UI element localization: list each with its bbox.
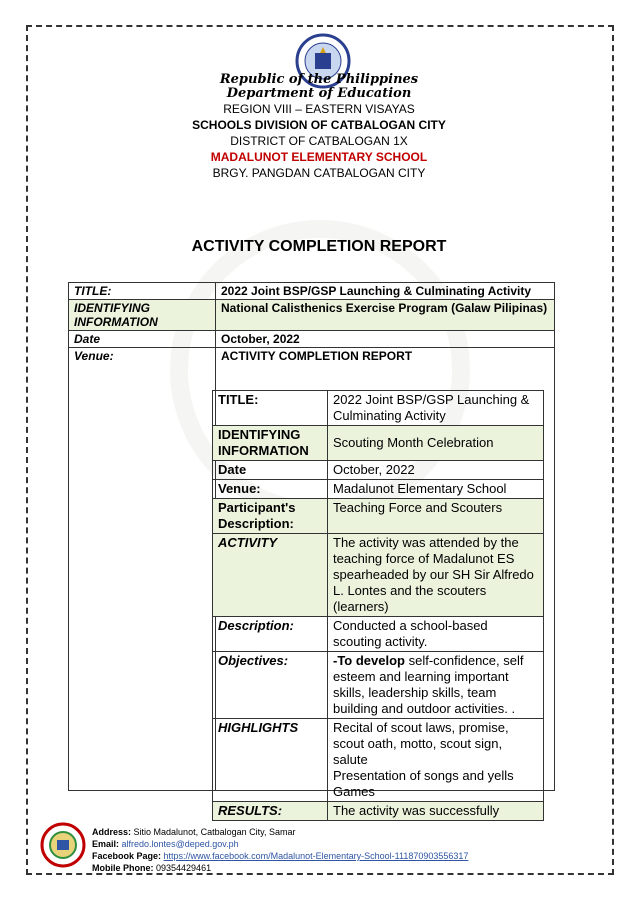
email-label: Email: [92,839,120,849]
email-link[interactable]: alfredo.lontes@deped.gov.ph [121,839,239,849]
inner-report-table-wrap [212,390,544,821]
highlights-line-1: Recital of scout laws, promise, scout oath, motto, scout sign, salute [333,720,509,767]
school-name: MADALUNOT ELEMENTARY SCHOOL [210,150,428,164]
outer-date-value: October, 2022 [216,331,555,348]
outer-venue-label: Venue: [69,348,216,791]
outer-ident-value: National Calisthenics Exercise Program (Galaw Pilipinas) [216,300,555,331]
inner-label: Description: [213,617,328,652]
district-line: DISTRICT OF CATBALOGAN 1X [230,134,408,148]
inner-value: Madalunot Elementary School [328,480,544,499]
report-title: ACTIVITY COMPLETION REPORT [191,238,447,255]
inner-report-table [212,390,544,821]
outer-ident-label: IDENTIFYING INFORMATION [69,300,216,331]
inner-value [328,719,544,802]
republic-line: Republic of the Philippines [219,72,419,87]
school-logo-icon [40,822,86,868]
outer-date-label: Date [69,331,216,348]
address-text: Sitio Madalunot, Catbalogan City, Samar [133,827,296,837]
inner-value: 2022 Joint BSP/GSP Launching & Culminating Activity [328,391,544,426]
footer-contact [92,826,468,874]
inner-value: Teaching Force and Scouters [328,499,544,534]
inner-value: The activity was successfully [328,802,544,821]
inner-label: Participant's Description: [213,499,328,534]
inner-label: TITLE: [213,391,328,426]
inner-label: Date [213,461,328,480]
outer-venue-value: ACTIVITY COMPLETION REPORT [216,348,555,791]
mobile-label: Mobile Phone: [92,863,154,873]
inner-label: HIGHLIGHTS [213,719,328,802]
inner-value: The activity was attended by the teaching force of Madalunot ES spearheaded by our SH Sir Alfredo L. Lontes and the scouters (learners) [328,534,544,617]
inner-label: Objectives: [213,652,328,719]
facebook-link[interactable]: https://www.facebook.com/Madalunot-Elementary-School-111870903556317 [163,851,469,861]
inner-label: RESULTS: [213,802,328,821]
facebook-label: Facebook Page: [92,851,162,861]
highlights-line-2: Presentation of songs and yells Games [333,768,514,799]
outer-title-value: 2022 Joint BSP/GSP Launching & Culminating Activity [216,283,555,300]
objectives-text: self-confidence, self esteem and learning important skills, leadership skills, team building and outdoor activities. . [333,653,524,716]
inner-value: Scouting Month Celebration [328,426,544,461]
outer-title-label: TITLE: [69,283,216,300]
inner-label: IDENTIFYING INFORMATION [213,426,328,461]
inner-label: Venue: [213,480,328,499]
inner-label: ACTIVITY [213,534,328,617]
barangay-line: BRGY. PANGDAN CATBALOGAN CITY [212,166,426,180]
department-line: Department of Education [226,86,412,101]
inner-value [328,652,544,719]
inner-value: October, 2022 [328,461,544,480]
mobile-text: 09354429461 [156,863,212,873]
division-line: SCHOOLS DIVISION OF CATBALOGAN CITY [192,118,446,132]
inner-value: Conducted a school-based scouting activity. [328,617,544,652]
objectives-bold: -To develop [333,653,405,668]
address-label: Address: [92,827,132,837]
region-line: REGION VIII – EASTERN VISAYAS [223,102,415,116]
